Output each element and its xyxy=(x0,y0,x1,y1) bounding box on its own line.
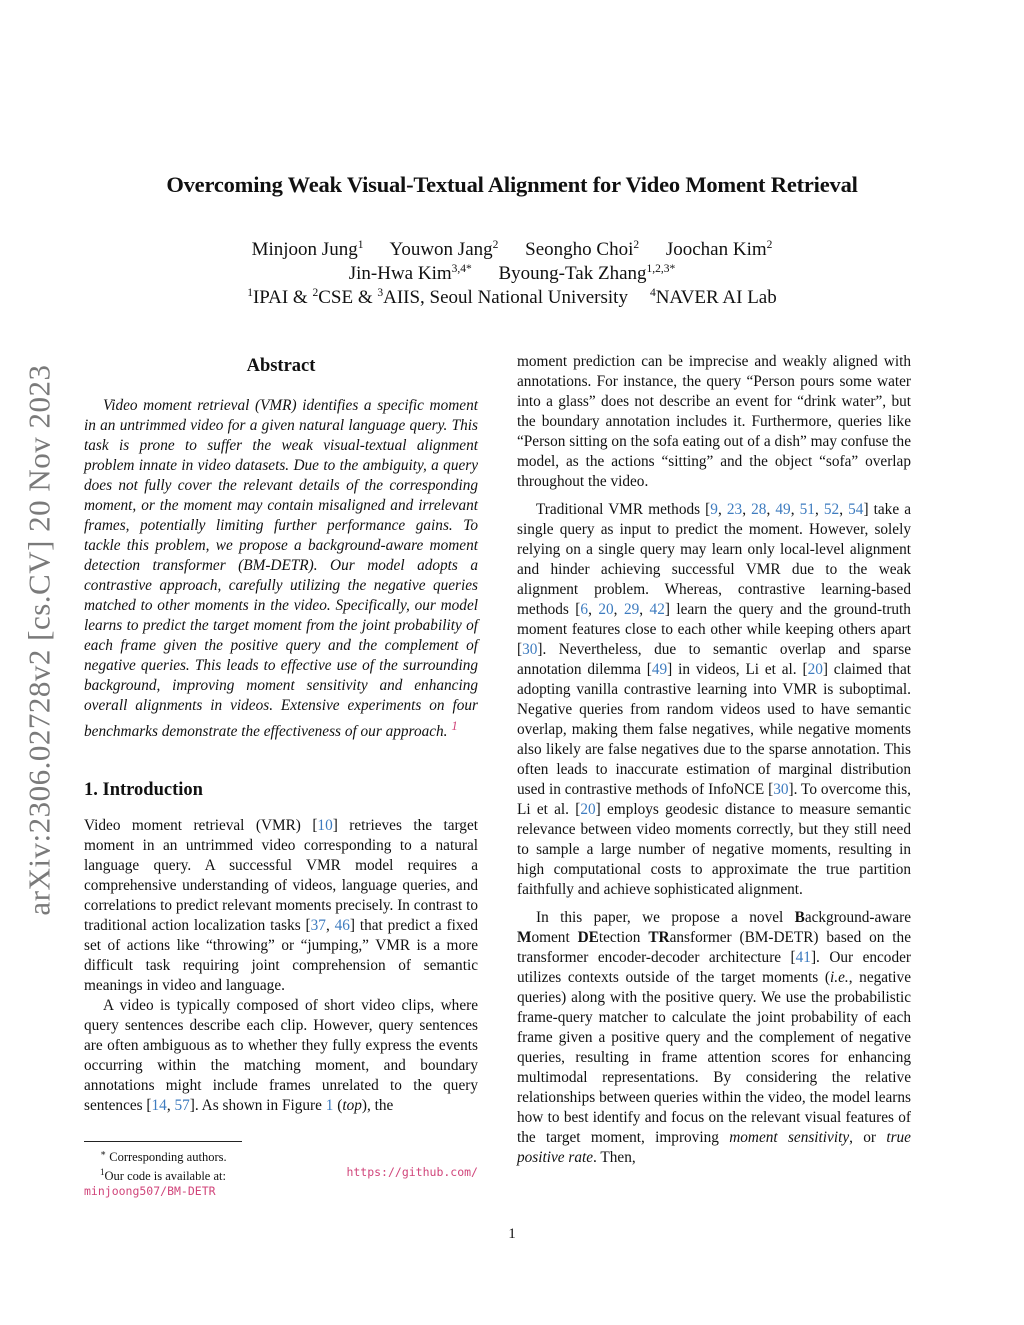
citation-link[interactable]: 6 xyxy=(580,601,589,618)
citation-link[interactable]: 9 xyxy=(710,501,718,518)
citation-link[interactable]: 41 xyxy=(795,949,811,966)
citation-link[interactable]: 20 xyxy=(580,801,596,818)
code-url-link-cont[interactable]: minjoong507/BM-DETR xyxy=(84,1184,216,1199)
footnote-code: $^1$Our code is available at: https://github.com/ xyxy=(100,1165,478,1184)
intro-paragraph-1: Video moment retrieval (VMR) [10] retrieves the target moment in an untrimmed video corresponding to a natural language query. A successful VMR model requires a comprehensive understanding of videos, language queries, and correlations to predict relevant moments precisely. In contrast to traditional action localization tasks [37, 46] that predict a fixed set of actions like “throwing” or “jumping,” VMR is a more difficult task requiring joint comprehension of semantic meanings in video and language. xyxy=(84,817,478,995)
citation-link[interactable]: 30 xyxy=(522,641,538,658)
intro-paragraph-2: A video is typically composed of short video clips, where query sentences describe each clip. However, query sentences are often ambiguous as to whether they fully express the events occurring within the matching moment, and boundary annotations might include frames unrelated to the query sentences [14, 57]. As shown in Figure 1 (top), the xyxy=(84,997,478,1115)
footnote-code-cont xyxy=(84,1184,478,1199)
author-name: Joochan Kim xyxy=(665,239,767,260)
citation-link[interactable]: 52 xyxy=(823,501,840,518)
left-column xyxy=(84,352,478,1116)
author-affil: 3,4* xyxy=(451,263,472,275)
citation-link[interactable]: 37 xyxy=(310,917,326,935)
footnotes xyxy=(84,1141,478,1199)
author-block xyxy=(0,238,1024,310)
paper-title: Overcoming Weak Visual-Textual Alignment for Video Moment Retrieval xyxy=(166,172,858,197)
footnote-rule xyxy=(84,1141,242,1142)
citation-link[interactable]: 29 xyxy=(623,601,640,618)
affil-sup: 4 xyxy=(649,287,656,299)
citation-link[interactable]: 23 xyxy=(726,501,743,518)
affil-sup: 2 xyxy=(312,287,319,299)
author-name: Jin-Hwa Kim xyxy=(348,263,452,284)
affil-text: NAVER AI Lab xyxy=(655,287,777,308)
affil-text: AIIS, Seoul National University xyxy=(383,287,628,308)
footnote-corresponding: ∗ Corresponding authors. xyxy=(100,1148,227,1165)
citation-link[interactable]: 42 xyxy=(649,601,665,618)
right-paragraph-3: In this paper, we propose a novel Background-aware Moment DEtection TRansformer (BM-DETR) based on the transformer encoder-decoder architecture [41]. Our encoder utilizes contexts outside of the target moments (i.e., negative queries) along with the positive query. We use the probabilistic frame-query matcher to calculate the joint probability of each frame given a positive query and the complement of negative queries, resulting in frame attention scores for enhancing multimodal representations. By considering the relative relationships between queries within the video, the model learns how to best identify and focus on the relevant visual features of the target moment, improving moment sensitivity, or true positive rate. Then, xyxy=(517,909,911,1166)
right-paragraph-1: moment prediction can be imprecise and weakly aligned with annotations. For instance, the query “Person pours some water into a glass” does not describe an event for “drink water”, but the boundary annotation includes it. Furthermore, queries like “Person sitting on the sofa eating out of a dish” may confuse the model, as the actions “sitting” and the object “sofa” overlap throughout the video. xyxy=(517,353,911,490)
citation-link[interactable]: 14 xyxy=(151,1097,167,1115)
affil-text: IPAI & xyxy=(252,287,313,308)
section-heading-introduction: 1. Introduction xyxy=(84,780,203,801)
figure-link[interactable]: 1 xyxy=(325,1097,334,1115)
citation-link[interactable]: 20 xyxy=(807,661,823,678)
abstract-body: Video moment retrieval (VMR) identifies a specific moment in an untrimmed video for a given natural language query. This task is prone to suffer the weak visual-textual alignment problem innate in video datasets. Due to the ambiguity, a query does not fully cover the relevant details of the corresponding moment, or the moment may contain misaligned and irrelevant frames, potentially limiting further performance gains. To tackle this problem, we propose a background-aware moment detection transformer (BM-DETR). Our model adopts a contrastive approach, carefully utilizing the negative queries matched to other moments in the video. Specifically, our model learns to predict the target moment from the joint probability of each frame given the positive query and the complement of negative queries. This leads to effective use of the surrounding background, improving moment sensitivity and enhancing overall alignments in videos. Extensive experiments on four benchmarks demonstrate the effectiveness of our approach. xyxy=(84,397,478,741)
abstract-heading: Abstract xyxy=(246,356,316,376)
citation-link[interactable]: 49 xyxy=(775,501,791,518)
affil-sup: 3 xyxy=(377,287,384,299)
affil-text: CSE & xyxy=(318,287,378,308)
author-name: Youwon Jang xyxy=(389,239,493,260)
arxiv-stamp-text: arXiv:2306.02728v2 [cs.CV] 20 Nov 2023 xyxy=(22,364,57,916)
citation-link[interactable]: 28 xyxy=(751,501,767,518)
affil-sup: 1 xyxy=(247,287,253,299)
page-number: 1 xyxy=(508,1226,516,1242)
author-row-1 xyxy=(0,238,1024,262)
author-name: Seongho Choi xyxy=(525,239,634,260)
citation-link[interactable]: 30 xyxy=(773,781,789,798)
citation-link[interactable]: 10 xyxy=(317,817,333,835)
author-name: Byoung-Tak Zhang xyxy=(498,263,647,284)
citation-link[interactable]: 20 xyxy=(598,601,614,618)
author-affil: 2 xyxy=(766,239,773,251)
footnote-link[interactable]: 1 xyxy=(451,719,458,733)
author-affil: 2 xyxy=(492,239,499,251)
abstract-text xyxy=(84,396,478,742)
citation-link[interactable]: 46 xyxy=(334,917,350,935)
author-affil: 2 xyxy=(633,239,640,251)
author-affil: 1 xyxy=(357,239,364,251)
citation-link[interactable]: 54 xyxy=(848,501,864,518)
right-column xyxy=(517,352,911,1168)
arxiv-stamp xyxy=(0,345,80,935)
citation-link[interactable]: 49 xyxy=(651,661,668,678)
citation-link[interactable]: 51 xyxy=(799,501,815,518)
right-paragraph-2: Traditional VMR methods [9, 23, 28, 49, 51, 52, 54] take a single query as input to predict the moment. However, solely relying on a single query may learn only local-level alignment and hinder achieving successful VMR due to the weak alignment problem. Whereas, contrastive learning-based methods [6, 20, 29, 42] learn the query and the ground-truth moment features close to each other while keeping others apart [30]. Nevertheless, due to semantic overlap and sparse annotation dilemma [49] in videos, Li et al. [20] claimed that adopting vanilla contrastive learning into VMR is suboptimal. Negative queries from random videos used to have semantic overlap, making them false negatives, while negative moments also likely are false negatives due to the sparse annotation. This often leads to inaccurate estimation of marginal distribution used in contrastive methods of InfoNCE [30]. To overcome this, Li et al. [20] employs geodesic distance to measure semantic relevance between video moments correctly, but they still need to sample a large number of negative moments, resulting in high computational costs to approximate the true partition faithfully and achieve sophisticated alignment. xyxy=(517,501,912,898)
citation-link[interactable]: 57 xyxy=(174,1097,190,1115)
author-name: Minjoon Jung xyxy=(251,239,358,260)
code-url-link[interactable]: https://github.com/ xyxy=(346,1165,478,1180)
author-row-2 xyxy=(0,262,1024,286)
author-affil: 1,2,3* xyxy=(646,263,676,275)
affiliation-line xyxy=(0,286,1024,310)
